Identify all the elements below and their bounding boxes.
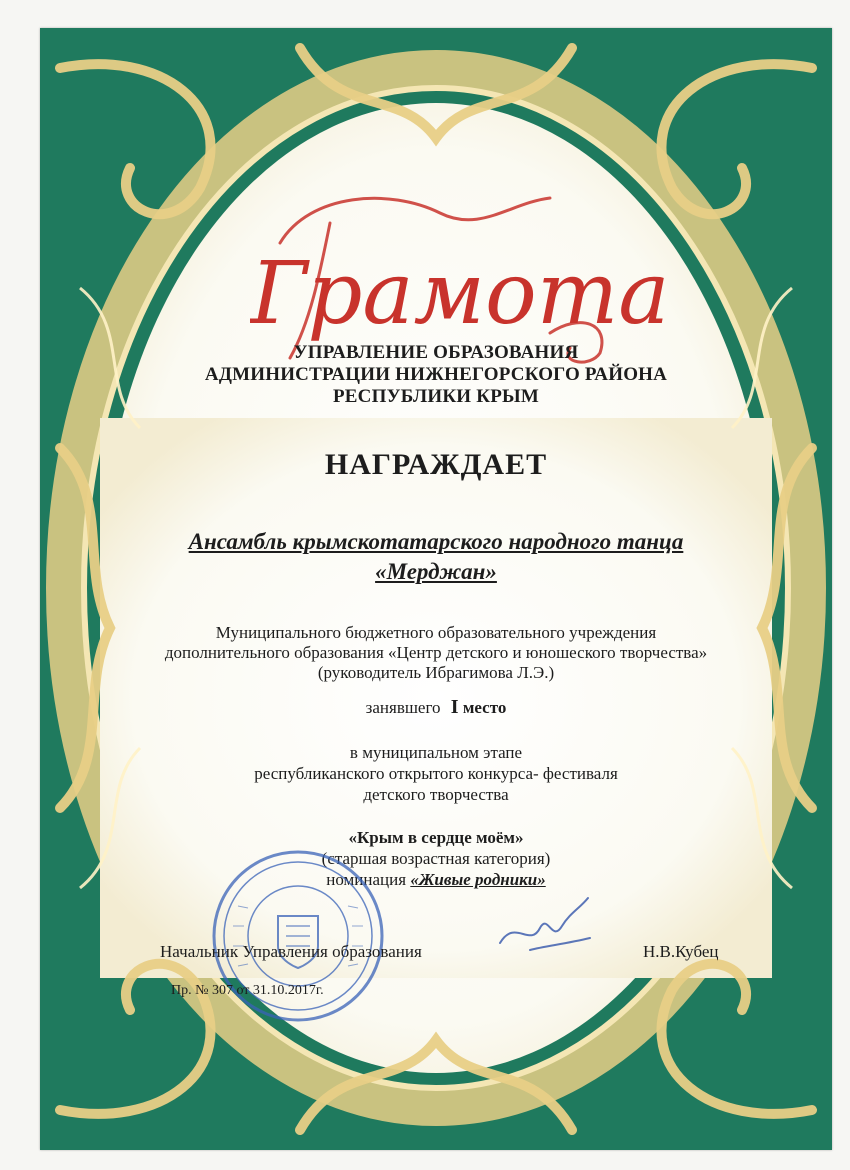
award-heading: НАГРАЖДАЕТ — [324, 448, 548, 481]
place-word: место — [462, 698, 507, 717]
signatory-role: Начальник Управления образования — [160, 942, 422, 961]
certificate-sheet — [40, 28, 832, 1150]
stage-line-2: республиканского открытого конкурса- фестиваля — [254, 764, 618, 783]
contest-name: «Крым в сердце моём» — [348, 828, 524, 847]
institution-line-2: дополнительного образования «Центр детского и юношеского творчества» — [164, 643, 708, 662]
issuer-line-3: РЕСПУБЛИКИ КРЫМ — [332, 386, 540, 407]
certificate-content — [40, 28, 832, 1150]
issuer-line-1: УПРАВЛЕНИЕ ОБРАЗОВАНИЯ — [293, 342, 579, 363]
stage-line-3: детского творчества — [363, 785, 509, 804]
recipient-line-2: «Мерджан» — [375, 559, 497, 584]
official-stamp — [208, 846, 388, 1026]
stage-line-1: в муниципальном этапе — [349, 743, 523, 762]
svg-text:Грамота: Грамота — [250, 244, 670, 344]
place-prefix: занявшего — [365, 698, 441, 717]
recipient-line-1: Ансамбль крымскотатарского народного танца — [188, 529, 684, 554]
institution-line-3: (руководитель Ибрагимова Л.Э.) — [317, 663, 555, 682]
contest-category: (старшая возрастная категория) — [321, 849, 551, 868]
order-reference: Пр. № 307 от 31.10.2017г. — [171, 983, 324, 998]
place-number: I — [450, 696, 459, 718]
nomination-value: «Живые родники» — [410, 870, 546, 889]
nomination-line — [40, 870, 832, 890]
institution-line-1: Муниципального бюджетного образовательного учреждения — [215, 623, 657, 642]
signatory-name: Н.В.Кубец — [643, 942, 719, 961]
nomination-label: номинация — [326, 870, 407, 889]
place-line — [40, 696, 832, 719]
issuer-line-2: АДМИНИСТРАЦИИ НИЖНЕГОРСКОГО РАЙОНА — [204, 364, 668, 385]
signature — [490, 888, 600, 968]
